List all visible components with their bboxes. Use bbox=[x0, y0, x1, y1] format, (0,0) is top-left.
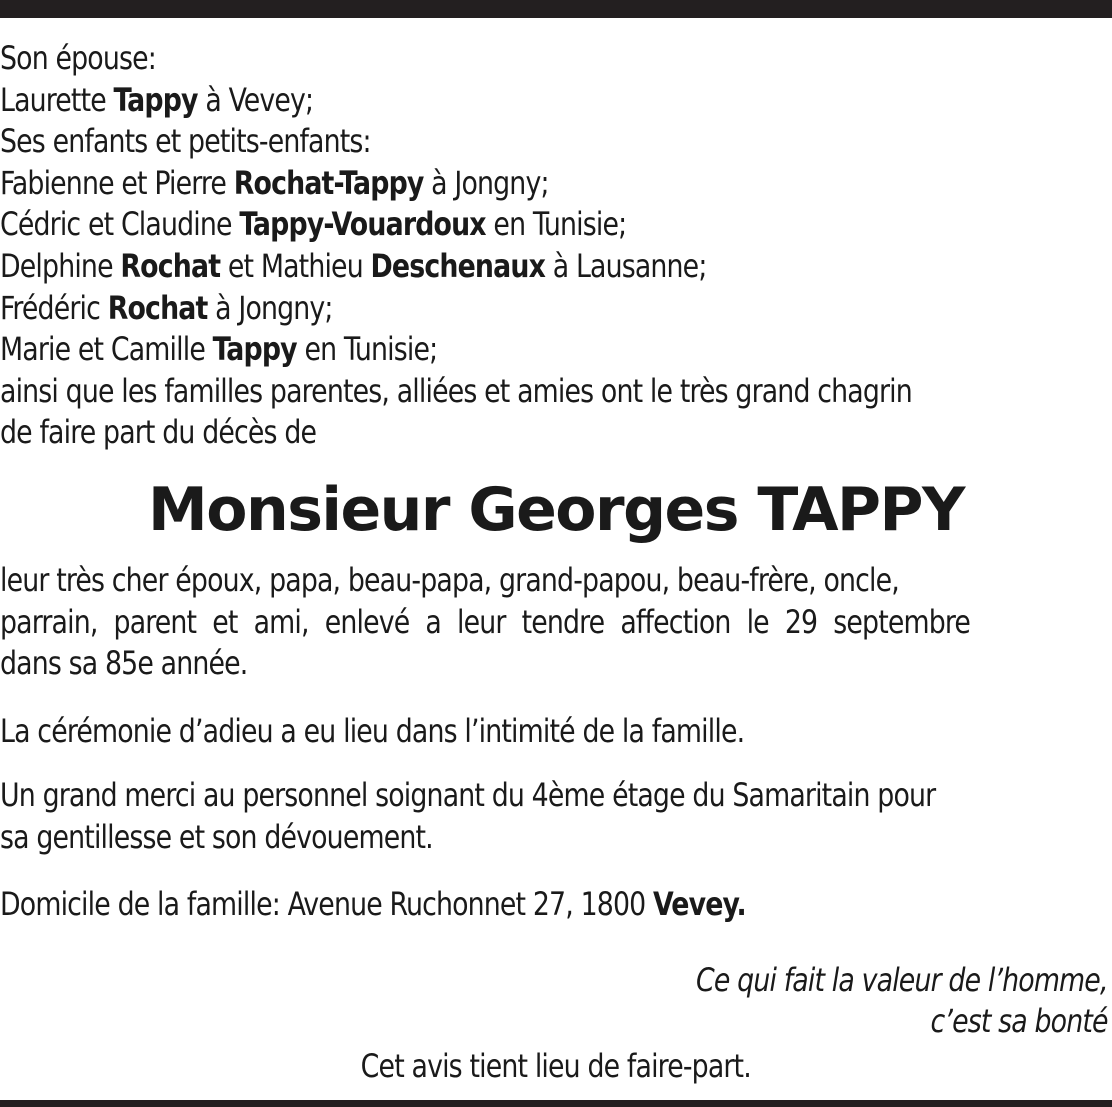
domicile-city: Vevey. bbox=[653, 885, 746, 923]
family-list bbox=[0, 38, 1032, 454]
member-middle-text: et Mathieu bbox=[227, 246, 363, 285]
spouse-first-name: Laurette bbox=[0, 80, 106, 119]
member-first-name: Delphine bbox=[0, 246, 113, 285]
family-member bbox=[0, 329, 1032, 371]
domicile-address: Domicile de la famille: Avenue Ruchonnet 27, 1800 bbox=[0, 885, 646, 923]
announcement-line-2: de faire part du décès de bbox=[0, 413, 317, 452]
children-intro: Ses enfants et petits-enfants: bbox=[0, 122, 371, 161]
spouse-line bbox=[0, 80, 1032, 122]
member-first-name: Fabienne et Pierre bbox=[0, 163, 227, 202]
member-place: à Jongny; bbox=[431, 163, 549, 202]
thanks-line: sa gentillesse et son dévouement. bbox=[0, 817, 433, 856]
member-place: en Tunisie; bbox=[493, 205, 627, 244]
quote bbox=[696, 960, 1108, 1042]
member-first-name: Cédric et Claudine bbox=[0, 205, 232, 244]
spouse-place: à Vevey; bbox=[205, 80, 314, 119]
member-place: en Tunisie; bbox=[304, 330, 438, 369]
domicile-line bbox=[0, 884, 1110, 926]
family-member bbox=[0, 163, 1032, 205]
member-last-name: Tappy bbox=[212, 330, 297, 369]
quote-line: c’est sa bonté bbox=[930, 1002, 1108, 1040]
announcement-line-1: ainsi que les familles parentes, alliées et amies ont le très grand chagrin bbox=[0, 371, 912, 410]
spouse-last-name: Tappy bbox=[113, 80, 198, 119]
ceremony-line: La cérémonie d’adieu a eu lieu dans l’intimité de la famille. bbox=[0, 712, 745, 750]
family-member bbox=[0, 288, 1032, 330]
spouse-intro: Son épouse: bbox=[0, 39, 156, 77]
member-last-name-2: Deschenaux bbox=[370, 246, 546, 285]
closing-note bbox=[0, 1046, 1112, 1087]
member-first-name: Marie et Camille bbox=[0, 330, 206, 369]
closing-text: Cet avis tient lieu de faire-part. bbox=[360, 1047, 752, 1085]
quote-line: Ce qui fait la valeur de l’homme, bbox=[696, 961, 1108, 999]
thanks-line: Un grand merci au personnel soignant du 4ème étage du Samaritain pour bbox=[0, 776, 936, 814]
member-first-name: Frédéric bbox=[0, 288, 101, 327]
member-place: à Lausanne; bbox=[552, 246, 707, 285]
description bbox=[0, 560, 1110, 685]
member-last-name: Rochat bbox=[120, 246, 221, 285]
deceased-name: Monsieur Georges TAPPY bbox=[148, 475, 964, 545]
member-last-name: Tappy-Vouardoux bbox=[239, 205, 486, 244]
family-member bbox=[0, 246, 1032, 288]
description-line: parrain, parent et ami, enlevé a leur tendre affection le 29 septembre bbox=[0, 602, 971, 641]
domicile-text bbox=[0, 884, 1110, 926]
bottom-rule bbox=[0, 1100, 1112, 1107]
description-line: dans sa 85e année. bbox=[0, 644, 248, 683]
top-rule bbox=[0, 0, 1112, 18]
description-line: leur très cher époux, papa, beau-papa, grand-papou, beau-frère, oncle, bbox=[0, 561, 899, 599]
family-member bbox=[0, 204, 1032, 246]
member-place: à Jongny; bbox=[215, 288, 333, 327]
ceremony-text bbox=[0, 711, 1110, 753]
thanks-text bbox=[0, 775, 1110, 858]
member-last-name: Rochat-Tappy bbox=[233, 163, 424, 202]
member-last-name: Rochat bbox=[107, 288, 208, 327]
